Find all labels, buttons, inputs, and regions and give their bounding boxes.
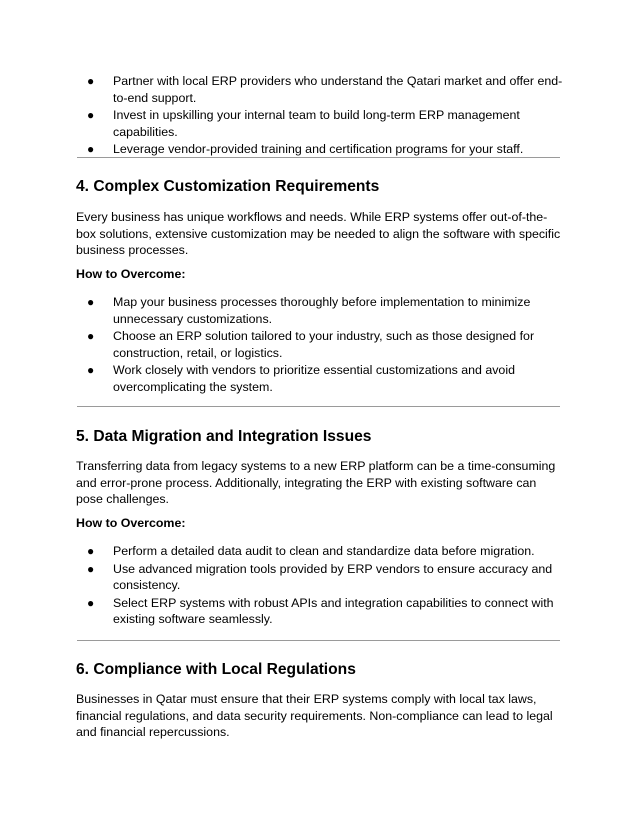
list-item-text: Perform a detailed data audit to clean and standardize data before migration. [113,544,535,558]
bullet-icon: ● [87,74,95,88]
section-subheading: How to Overcome: [76,267,186,281]
section-bullet-list [76,294,566,395]
bullet-icon: ● [87,595,95,610]
bullet-icon: ● [87,329,95,343]
section-divider [77,406,560,407]
section-paragraph-container [76,458,566,508]
bullet-icon: ● [87,142,95,156]
list-item [76,328,566,361]
list-item [76,543,566,560]
section-subheading-container [76,266,566,283]
intro-bullet-list [76,73,566,158]
list-item-text: Choose an ERP solution tailored to your industry, such as those designed for construction, retail, or logistics. [113,329,535,360]
bullet-icon: ● [87,295,95,309]
section-heading: 5. Data Migration and Integration Issues [76,428,372,445]
section-heading-container [76,427,566,447]
list-item-text: Map your business processes thoroughly before implementation to minimize unnecessary customizations. [113,295,531,326]
list-item [76,294,566,327]
section-bullet-list [76,543,566,628]
bullet-icon: ● [87,544,95,558]
section-bullet-list-container [76,294,566,396]
section-subheading-container [76,515,566,532]
list-item-text: Select ERP systems with robust APIs and integration capabilities to connect with existing software seamlessly. [113,595,554,626]
section-paragraph: Businesses in Qatar must ensure that their ERP systems comply with local tax laws, financial regulations, and data security requirements. Non-compliance can lead to legal and financial repercussions. [76,692,553,739]
bullet-icon: ● [87,363,95,377]
section-divider [77,157,560,158]
list-item-text: Leverage vendor-provided training and certification programs for your staff. [113,142,524,156]
section-heading-container [76,660,566,680]
list-item [76,362,566,395]
list-item [76,107,566,140]
section-heading: 6. Compliance with Local Regulations [76,661,356,678]
section-paragraph: Transferring data from legacy systems to a new ERP platform can be a time-consuming and error-prone process. Additionally, integrating the ERP with existing software can pose challenges. [76,459,556,506]
section-paragraph: Every business has unique workflows and needs. While ERP systems offer out-of-the-box solutions, extensive customization may be needed to align the software with specific business processes. [76,210,561,257]
section-divider [77,640,560,641]
list-item [76,595,566,628]
section-heading: 4. Complex Customization Requirements [76,178,380,195]
list-item-text: Invest in upskilling your internal team to build long-term ERP management capabilities. [113,108,520,139]
list-item [76,141,566,158]
list-item-text: Partner with local ERP providers who understand the Qatari market and offer end-to-end support. [113,74,563,105]
bullet-icon: ● [87,561,95,576]
section-paragraph-container [76,209,566,259]
intro-bullet-list-container [76,73,566,159]
section-subheading: How to Overcome: [76,516,186,530]
list-item-text: Work closely with vendors to prioritize essential customizations and avoid overcomplicating the system. [113,363,515,394]
section-paragraph-container [76,691,566,741]
list-item-text: Use advanced migration tools provided by ERP vendors to ensure accuracy and consistency. [113,561,553,592]
list-item [76,73,566,106]
section-heading-container [76,177,566,197]
bullet-icon: ● [87,108,95,122]
section-bullet-list-container [76,543,566,629]
list-item [76,561,566,594]
